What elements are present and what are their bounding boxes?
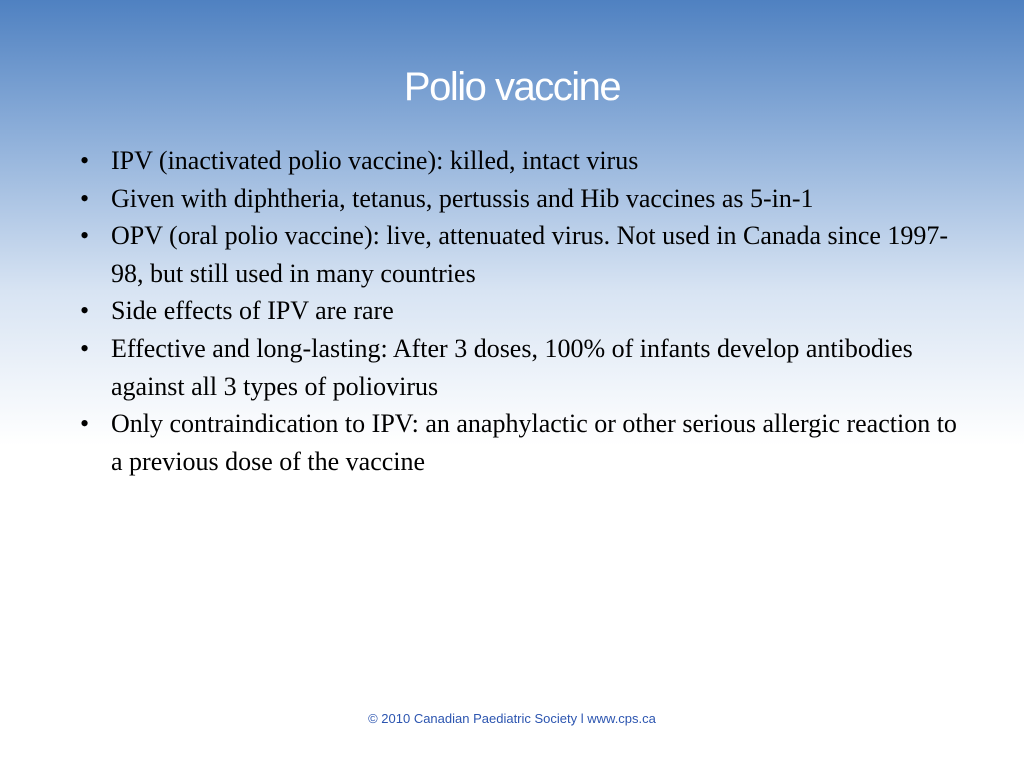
- bullet-text: Only contraindication to IPV: an anaphylactic or other serious allergic reaction to a previous dose of the vaccine: [111, 409, 957, 476]
- bullet-icon: •: [80, 296, 90, 326]
- bullet-icon: •: [80, 183, 90, 213]
- bullet-item: [80, 330, 960, 405]
- bullet-text: Side effects of IPV are rare: [111, 296, 394, 326]
- bullet-item: [80, 405, 960, 480]
- bullet-icon: •: [80, 221, 90, 251]
- bullet-text: OPV (oral polio vaccine): live, attenuated virus. Not used in Canada since 1997-98, but still used in many countries: [111, 221, 949, 288]
- bullet-item: [80, 142, 960, 180]
- bullet-icon: •: [80, 409, 90, 439]
- bullet-icon: •: [80, 146, 90, 175]
- bullet-text: IPV (inactivated polio vaccine): killed, intact virus: [111, 146, 639, 175]
- bullet-item: [80, 217, 960, 292]
- bullet-item: [80, 180, 960, 218]
- bullet-text: Given with diphtheria, tetanus, pertussis and Hib vaccines as 5-in-1: [111, 183, 814, 213]
- bullet-item: [80, 292, 960, 330]
- bullet-list: [80, 142, 960, 480]
- bullet-icon: •: [80, 333, 90, 363]
- bullet-text: Effective and long-lasting: After 3 doses, 100% of infants develop antibodies against all 3 types of poliovirus: [111, 333, 913, 401]
- slide-title: Polio vaccine: [403, 65, 621, 109]
- footer-copyright: © 2010 Canadian Paediatric Society l www.cps.ca: [368, 711, 656, 726]
